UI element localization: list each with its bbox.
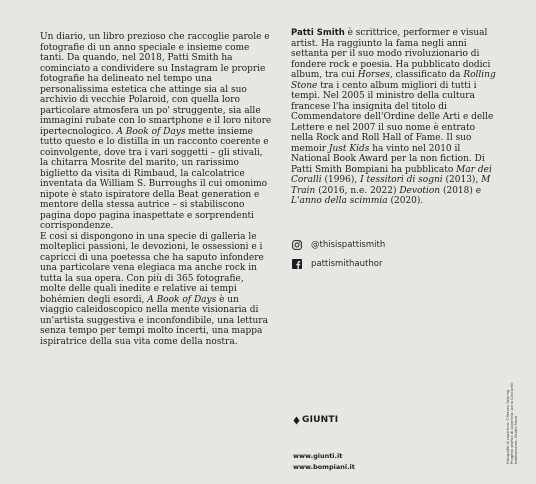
facebook-handle[interactable]: pattismithauthor <box>311 258 383 269</box>
italic-text-run: L'anno della scimmia <box>291 196 388 206</box>
facebook-link[interactable] <box>291 258 471 269</box>
italic-text-run: Devotion <box>399 185 441 196</box>
instagram-link[interactable] <box>291 239 471 250</box>
instagram-handle[interactable]: @thisispattismith <box>311 239 386 250</box>
credit-line: Adattamento: Studio Sosia <box>514 416 519 464</box>
synopsis-paragraph-2 <box>40 232 272 348</box>
publisher-block <box>293 415 355 471</box>
italic-text-run: I tessitori di sogni <box>360 175 443 185</box>
cover-credits <box>506 374 519 464</box>
credit-line: Progetto grafico di copertina: Anna Ceccarelli <box>510 382 515 464</box>
text-run: (2020). <box>387 196 424 206</box>
text-run: (2013), <box>442 175 482 185</box>
synopsis-column <box>40 32 272 347</box>
credit-line: Fotografie di copertina: ©Steven Sebring <box>506 389 510 464</box>
text-run: , classificato da <box>389 70 464 80</box>
italic-text-run: Horses <box>357 70 390 80</box>
giunti-logo-icon <box>293 416 300 425</box>
facebook-icon <box>291 258 302 269</box>
italic-text-run: Mar dei Coralli <box>291 164 492 185</box>
italic-text-run: Rolling Stone <box>291 70 496 91</box>
text-run: è scrittrice, performer e visual artist. Ha raggiunto la fama negli anni settanta per il suo modo rivoluzionario di fondere rock e poesia. Ha pubblicato dodici album, tra cui <box>291 28 491 80</box>
text-run: tra i cento album migliori di tutti i tempi. Nel 2005 il ministro della cultura francese l'ha insignita del titolo di Commendatore dell'Ordine delle Arti e delle Lettere e nel 2007 il suo nome è entrato nella Rock and Roll Hall of Fame. Il suo memoir <box>291 80 494 154</box>
publisher-logo-text: GIUNTI <box>302 415 339 425</box>
italic-text-run: A Book of Days <box>116 126 186 137</box>
publisher-link-bompiani[interactable]: www.bompiani.it <box>293 463 355 471</box>
text-run: ha vinto nel 2010 il National Book Award per la non fiction. Di Patti Smith Bompiani ha pubblicato <box>291 143 485 175</box>
instagram-icon <box>291 239 302 250</box>
text-run: (2016, n.e. 2022) <box>315 185 400 196</box>
text-run: Un diario, un libro prezioso che raccoglie parole e fotografie di un anno speciale e insieme come tanti. Da quando, nel 2018, Patti Smith ha cominciato a condividere su Instagram le proprie fotografie ha delineato nel tempo una personalissima estetica che attinge sia al suo archivio di vecchie Polaroid, con quella loro particolare atmosfera un po' struggente, sia alle immagini rubate con lo smartphone e il loro nitore ipertecnologico. <box>40 32 272 137</box>
text-run: E così si dispongono in una specie di galleria le molteplici passioni, le devozioni, le ossessioni e i capricci di una poetessa che ha saputo infondere una particolare vena elegiaca ma anche rock in tutta la sua opera. Con più di 365 fotografie, molte delle quali inedite e relative ai tempi bohémien degli esordi, <box>40 231 264 305</box>
author-bio <box>291 28 499 207</box>
text-run: (2018) e <box>440 185 482 196</box>
synopsis-paragraph-1 <box>40 32 272 232</box>
bold-text-run: Patti Smith <box>291 28 345 38</box>
publisher-link-giunti[interactable]: www.giunti.it <box>293 452 343 460</box>
italic-text-run: Just Kids <box>328 143 370 154</box>
publisher-links <box>293 451 355 473</box>
italic-text-run: M Train <box>291 175 491 196</box>
italic-text-run: A Book of Days <box>147 294 217 305</box>
text-run: è un viaggio caleidoscopico nella mente visionaria di un'artista suggestiva e inconfondibile, una lettura senza tempo per tempi molto incerti, una mappa ispiratrice della sua vita come della nostra. <box>40 294 268 347</box>
publisher-logo <box>293 415 338 425</box>
author-bio-column <box>291 28 499 207</box>
text-run: (1996), <box>321 175 361 185</box>
text-run: mette insieme tutto questo e lo distilla in un racconto coerente e coinvolgente, dove tra i vari soggetti – gli stivali, la chitarra Mosrite del marito, un rarissimo biglietto da visita di Rimbaud, la calcolatrice inventata da William S. Burroughs il cui omonimo nipote è stato ispiratore della Beat generation e mentore della stessa autrice – si stabiliscono pagina dopo pagina inaspettate e sorprendenti corrispondenze. <box>40 126 269 231</box>
